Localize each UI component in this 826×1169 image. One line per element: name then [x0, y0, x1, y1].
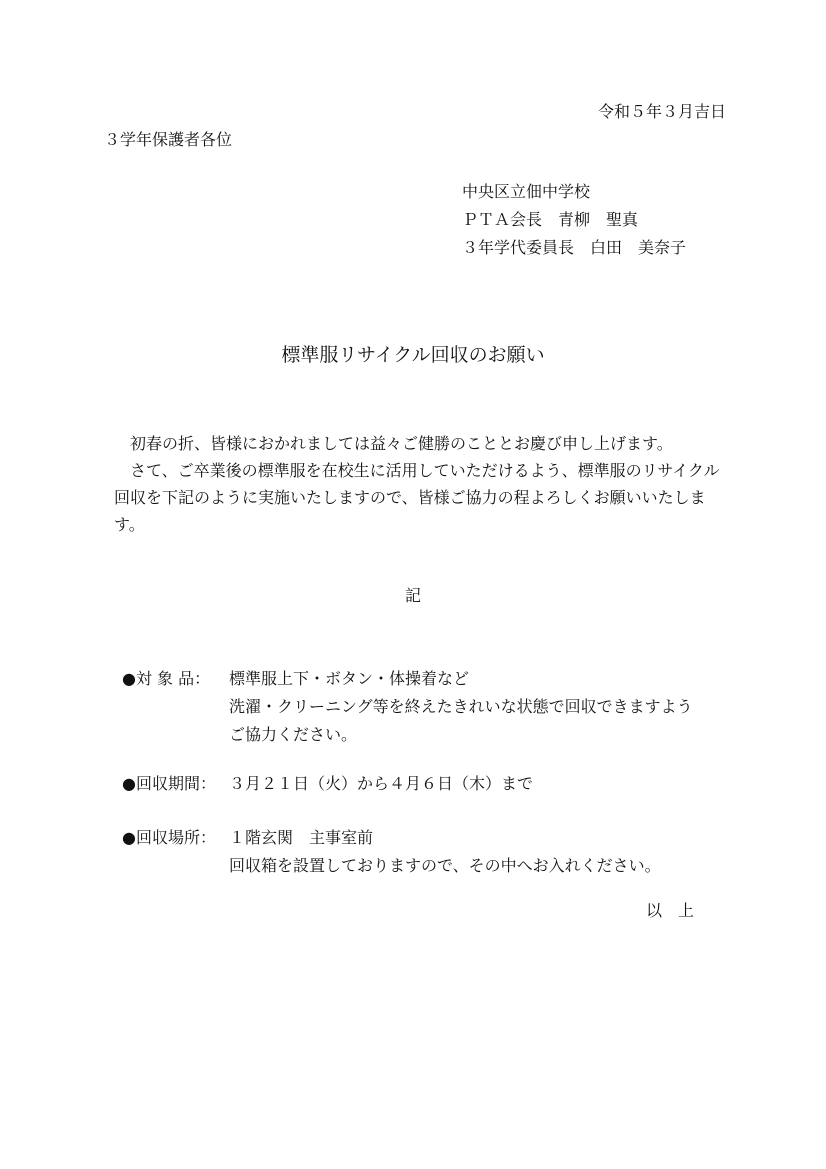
- document-date: 令和５年３月吉日: [597, 102, 726, 121]
- body-paragraph-2: さて、ご卒業後の標準服を在校生に活用していただけるよう、標準服のリサイクル回収を下記のように実施いたしますので、皆様ご協力の程よろしくお願いいたします。: [114, 461, 720, 534]
- item-collection-period: [122, 770, 533, 798]
- item-label: ●回収場所：: [122, 828, 216, 847]
- recipient: ３学年保護者各位: [104, 130, 233, 149]
- document-title: 標準服リサイクル回収のお願い: [281, 344, 545, 366]
- item-target-goods: [122, 665, 693, 749]
- sender-committee-chair: ３年学代委員長 白田 美奈子: [462, 238, 687, 257]
- item-line: ご協力ください。: [229, 725, 358, 744]
- item-line: １階玄関 主事室前: [229, 828, 374, 847]
- sender-block: [462, 184, 686, 268]
- sender-pta-president: ＰＴＡ会長 青柳 聖真: [462, 210, 639, 229]
- item-line: ３月２１日（火）から４月６日（木）まで: [229, 774, 534, 793]
- closing-mark: 以 上: [645, 901, 694, 920]
- item-line: 洗濯・クリーニング等を終えたきれいな状態で回収できますよう: [229, 697, 693, 716]
- item-line: 回収箱を設置しておりますので、その中へお入れください。: [229, 856, 661, 875]
- item-label: ●回収期間：: [122, 774, 216, 793]
- ki-heading: 記: [404, 586, 421, 605]
- item-line: 標準服上下・ボタン・体操着など: [229, 669, 470, 688]
- item-collection-place: [122, 824, 661, 880]
- item-label: ●対 象 品：: [122, 669, 211, 688]
- body-paragraph-1: 初春の折、皆様におかれましては益々ご健勝のこととお慶び申し上げます。: [130, 434, 673, 453]
- sender-school: 中央区立佃中学校: [462, 182, 591, 201]
- body-text: [114, 430, 734, 538]
